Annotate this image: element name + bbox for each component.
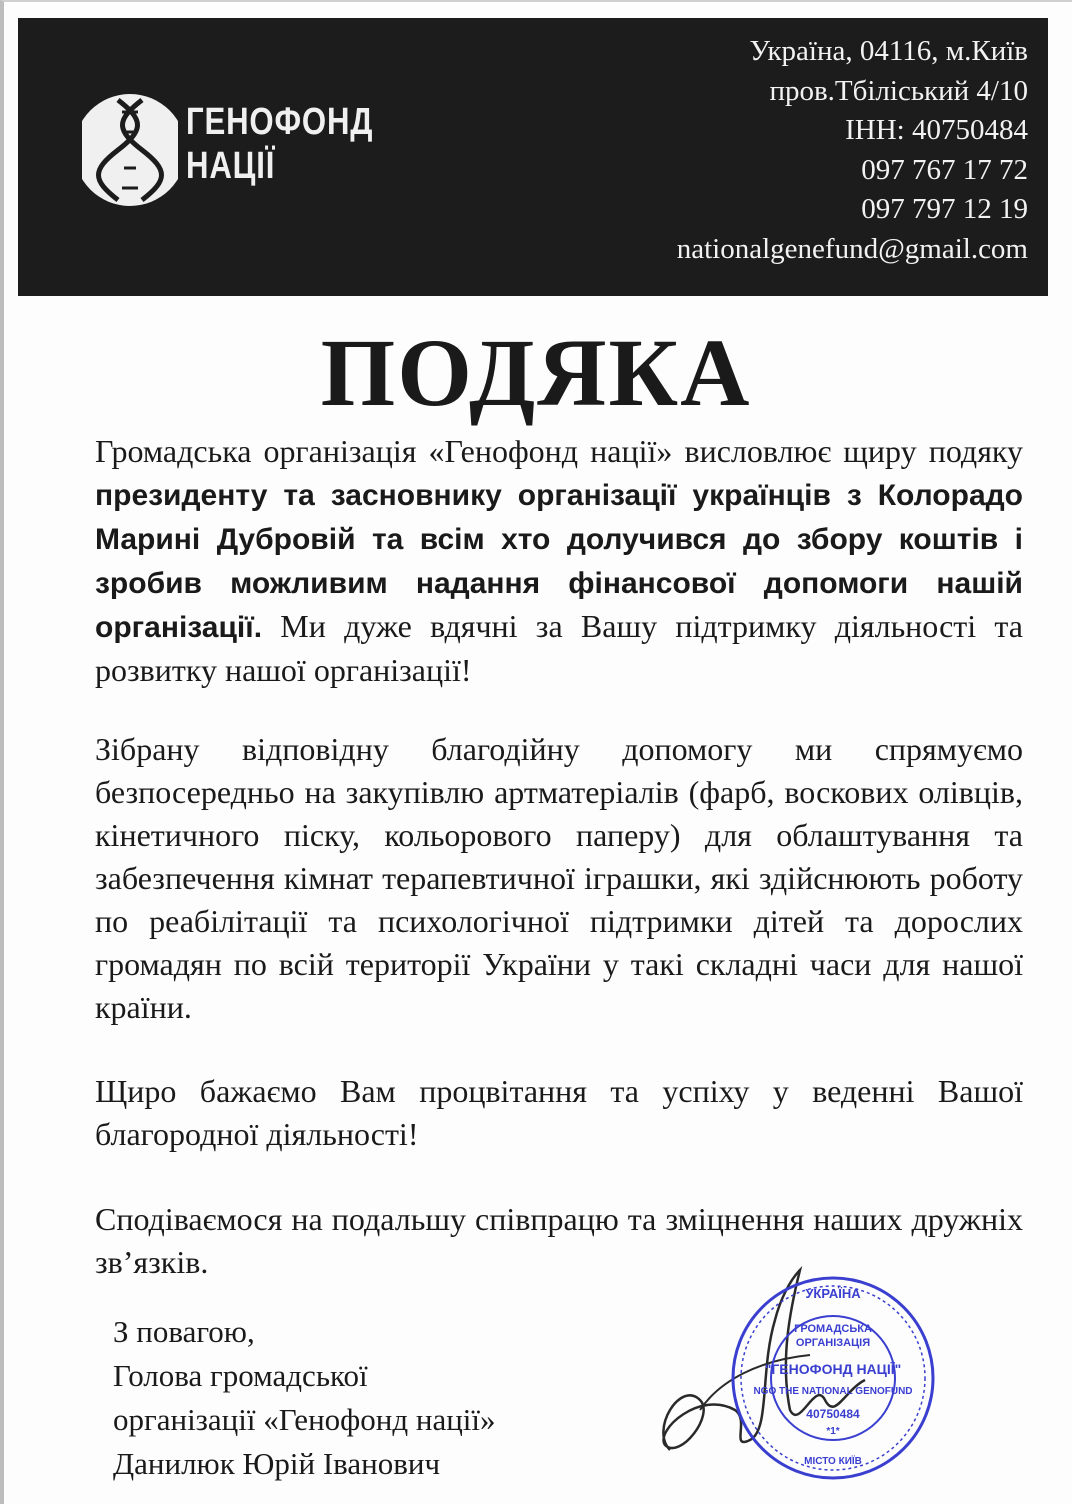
closing-line-3: організації «Генофонд нації» — [113, 1402, 496, 1437]
paragraph-4: Сподіваємося на подальшу співпрацю та зміцнення наших дружніх зв’язків. — [95, 1201, 1023, 1280]
stamp-org-line-2: ОРГАНІЗАЦІЯ — [795, 1337, 871, 1349]
email: nationalgenefund@gmail.com — [676, 232, 1028, 265]
closing-line-1: З повагою, — [113, 1314, 255, 1349]
stamp-english: NGO THE NATIONAL GENOFUND — [753, 1386, 913, 1397]
paragraph-1-intro: Громадська організація «Генофонд нації» висловлює щиру подяку — [95, 433, 1023, 469]
logo-text — [186, 100, 373, 188]
stamp-star: *1* — [826, 1426, 840, 1437]
paragraph-2: Зібрану відповідну благодійну допомогу ми спрямуємо безпосередньо на закупівлю артматеріалів (фарб, воскових олівців, кінетичного піску, кольорового паперу) для облаштування та забезпечення кімнат терапевтичної іграшки, які здійснюють роботу по реабілітації та психологічної підтримки дітей та дорослих громадян по всій території України у такі складні часи для нашої країни. — [95, 731, 1023, 1025]
closing-line-2: Голова громадської — [113, 1358, 368, 1393]
stamp-city: МІСТО КИЇВ — [804, 1456, 862, 1467]
stamp-org-line-1: ГРОМАДСЬКА — [794, 1323, 872, 1335]
phone-1: 097 767 17 72 — [861, 153, 1028, 186]
paragraph-1-rest: Ми дуже вдячні за Вашу підтримку діяльності та розвитку нашої організації! — [95, 608, 1023, 688]
stamp-number: 40750484 — [806, 1407, 860, 1421]
letterhead — [18, 18, 1048, 296]
paragraph-3: Щиро бажаємо Вам процвітання та успіху у веденні Вашої благородної діяльності! — [95, 1073, 1023, 1152]
logo-line-1: ГЕНОФОНД — [186, 101, 374, 143]
paragraph-1 — [95, 430, 1023, 692]
street: пров.Тбіліський 4/10 — [769, 74, 1028, 107]
organization-stamp — [728, 1268, 938, 1488]
address: Україна, 04116, м.Київ — [749, 35, 1028, 67]
contact-block — [677, 32, 1028, 269]
logo — [82, 90, 382, 210]
stamp-name: "ГЕНОФОНД НАЦІЇ" — [764, 1361, 902, 1377]
tax-id: ІНН: 40750484 — [845, 114, 1028, 146]
document-title: ПОДЯКА — [320, 319, 752, 426]
logo-line-2: НАЦІЇ — [186, 145, 276, 187]
closing-block — [113, 1310, 496, 1486]
paragraph-1-bold: президенту та засновнику організації українців з Колорадо Марині Дубровій та всім хто долучився до збору коштів і зробив можливим надання фінансової допомоги нашій організації. — [95, 479, 1023, 644]
phone-2: 097 797 12 19 — [861, 193, 1028, 225]
dna-helix-icon — [82, 90, 178, 210]
stamp-top-text: УКРАЇНА — [805, 1286, 861, 1301]
closing-line-4: Данилюк Юрій Іванович — [113, 1446, 441, 1481]
